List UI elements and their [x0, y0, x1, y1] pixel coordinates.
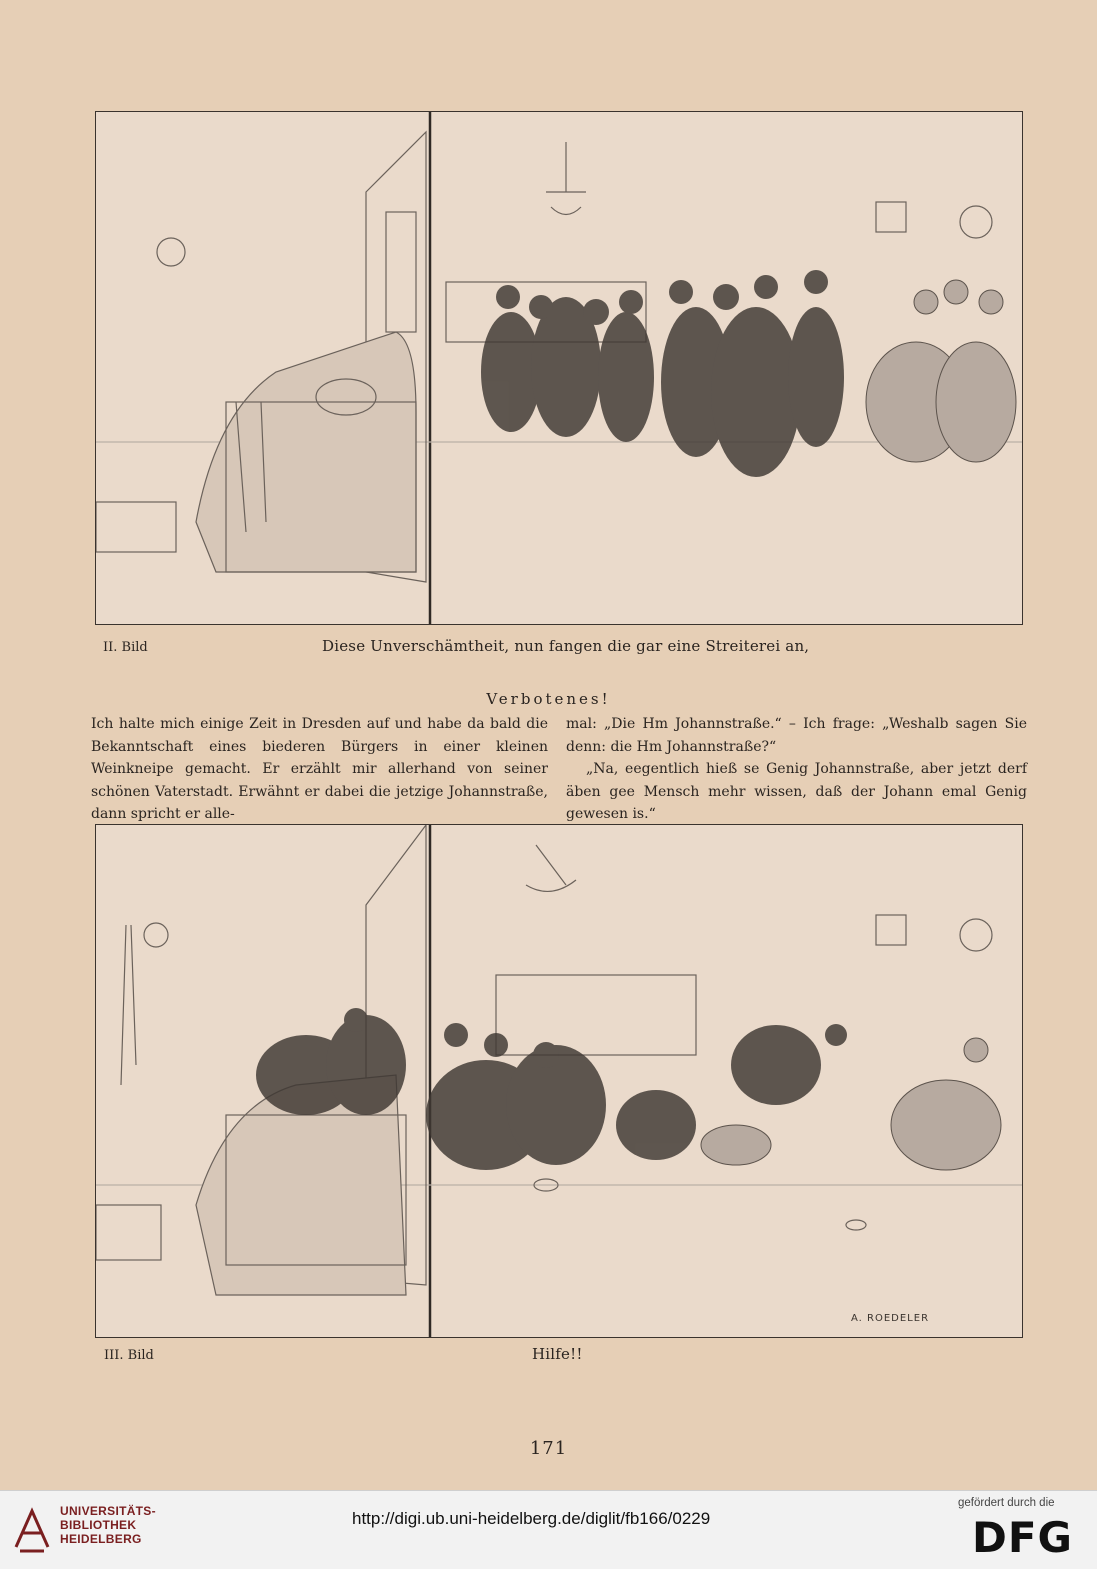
paragraph: „Na, eegentlich hieß se Genig Johannstraße, aber jetzt derf äben gee Mensch mehr wissen, daß der Johann emal Genig gewesen is.“: [566, 761, 1027, 822]
paragraph: mal: „Die Hm Johannstraße.“ – Ich frage: „Weshalb sagen Sie denn: die Hm Johannstraße?“: [566, 716, 1027, 755]
page-number: 171: [529, 1438, 568, 1459]
text-column-left: [91, 713, 548, 826]
figure-caption-iii: Hilfe!!: [532, 1345, 583, 1363]
section-heading: Verbotenes!: [486, 690, 611, 708]
figure-label-ii: II. Bild: [103, 640, 148, 655]
university-library-logo-icon: [12, 1503, 52, 1555]
dfg-logo[interactable]: DFG: [972, 1513, 1074, 1562]
text-column-right: [566, 713, 1027, 826]
figure-label-iii: III. Bild: [104, 1348, 154, 1363]
pencil-sketch-tavern-brawl: [96, 825, 1022, 1337]
pencil-sketch-tavern-argument: [96, 112, 1022, 624]
illustration-ii-bild: [95, 111, 1023, 625]
viewer-footer: [0, 1490, 1097, 1569]
figure-caption-ii: Diese Unverschämtheit, nun fangen die gar eine Streiterei an,: [322, 637, 810, 655]
funding-note: gefördert durch die: [958, 1497, 1055, 1509]
artist-signature: A. ROEDELER: [851, 1313, 930, 1324]
permalink-url[interactable]: http://digi.ub.uni-heidelberg.de/diglit/fb166/0229: [352, 1509, 711, 1528]
library-name[interactable]: UNIVERSITÄTS- BIBLIOTHEK HEIDELBERG: [60, 1504, 156, 1546]
illustration-iii-bild: [95, 824, 1023, 1338]
paragraph: Ich halte mich einige Zeit in Dresden auf und habe da bald die Bekanntschaft eines biederen Bürgers in einer kleinen Weinkneipe gemacht. Er erzählt mir allerhand von seiner schönen Vaterstadt. Erwähnt er dabei die jetzige Johannstraße, dann spricht er alle-: [91, 716, 548, 822]
